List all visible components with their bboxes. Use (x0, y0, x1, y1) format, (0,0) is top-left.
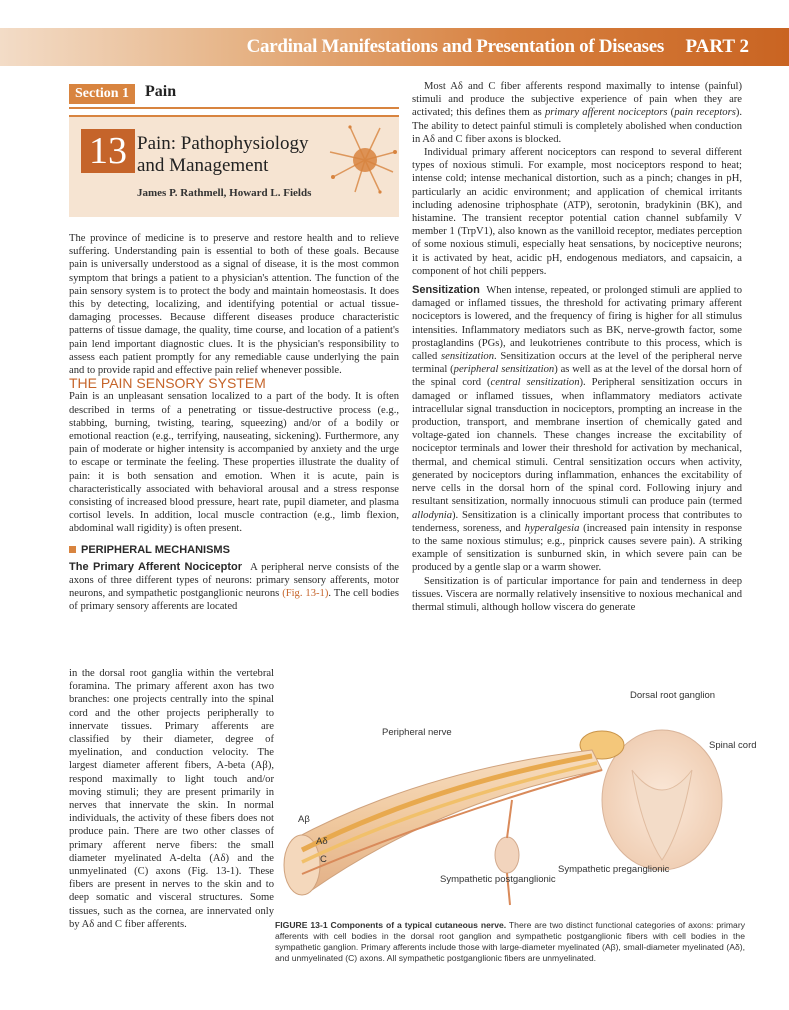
cutaneous-nerve-figure (272, 690, 757, 910)
heading-pain-sensory-system: THE PAIN SENSORY SYSTEM (69, 375, 266, 392)
running-header-part: PART 2 (685, 36, 749, 57)
chapter-number: 13 (81, 129, 135, 173)
sens-text-c: ) as well as at the level of the dorsal horn of the spinal cord ( (412, 364, 742, 389)
sens-emphasis-5: hyperalgesia (524, 522, 580, 534)
section-rule (69, 107, 399, 109)
heading-peripheral-mechanisms (69, 544, 399, 557)
system-paragraph: Pain is an unpleasant sensation localized to a part of the body. It is often described in terms of a penetrating or tissue-destructive process (e.g., stabbing, burning, twisting, tearing, squeezing) and/or of a bodily or emotional reaction (e.g., terrifying, nauseating, sickening). Furthermore, any pain of moderate or higher intensity is accompanied by anxiety and the urge to escape or terminate the feeling. These properties illustrate the duality of pain: it is both sensation and emotion. When it is acute, pain is characteristically associated with behavioral arousal and a stress response consisting of increased blood pressure, heart rate, pupil diameter, and plasma cortisol levels. In addition, local muscle contraction (e.g., limb flexion, abdominal wall rigidity) is often present. (69, 391, 399, 535)
runin-nociceptor: The Primary Afferent Nociceptor (69, 560, 243, 573)
right-p1-emphasis-2: pain receptors (674, 107, 736, 119)
right-paragraph-1 (412, 80, 742, 146)
caption-text: There are two distinct functional categories of axons: primary afferents with cell bodies in the dorsal root ganglion and sympathetic postganglionic fibers with cell bodies in the sympathetic ganglion. Primary afferents include those with large-diameter myelinated (Aβ), small-diameter myelinated (Aδ), and unmyelinated (C) axons. All sympathetic postganglionic fibers are unmyelinated. (275, 920, 745, 963)
chapter-authors: James P. Rathmell, Howard L. Fields (137, 187, 312, 199)
sens-emphasis-1: sensitization (441, 351, 495, 363)
right-p1-text-b: ( (667, 107, 675, 119)
label-dorsal-root: Dorsal root ganglion (630, 690, 716, 701)
right-column (412, 80, 742, 614)
label-abeta: Aβ (298, 814, 310, 825)
nociceptor-text-b: . The cell bodies of primary sensory afferents are located (69, 588, 400, 613)
sensitization-paragraph (412, 284, 742, 574)
sens-text-d: ). Peripheral sensitization occurs in damaged or inflamed tissues, when inflammatory mediators activate intracellular signal transduction in nociceptors, prompting an increase in the production, transport, and membrane insertion of chemically gated and voltage-gated ion channels. These changes increase the excitability of nociceptor terminals and lower their threshold for activation by mechanical, thermal, and chemical stimuli. Central sensitization occurs when activity, generated by nociceptors during inflammation, enhances the excitability of nerve cells in the dorsal horn of the spinal cord. Following injury and resultant sensitization, normally innocuous stimuli can produce pain (termed (412, 377, 742, 508)
right-p1-emphasis: primary afferent nociceptors (544, 107, 668, 119)
right-paragraph-2: Individual primary afferent nociceptors can respond to several different types of noxious stimuli. For example, most nociceptors respond to heat; intense cold; intense mechanical distortion, such as a pinch; changes in pH, particularly an acidic environment; and application of chemical irritants including adenosine triphosphate (ATP), serotonin, bradykinin (BK), and histamine. The transient receptor potential cation channel subfamily V member 1 (TrpV1), also known as the vanilloid receptor, mediates perception of some noxious stimuli, especially heat sensations, by nociceptive neurons; it is activated by heat, acidic pH, endogenous mediators, and capsaicin, a component of hot chili peppers. (412, 147, 742, 277)
label-peripheral-nerve: Peripheral nerve (382, 727, 452, 738)
sens-text-f: (increased pain intensity in response to the same noxious stimulus; e.g., pinprick causes severe pain). A striking example of sensitization is sunburned skin, in which severe pain can be produced by a gentle slap or a warm shower. (412, 522, 742, 574)
label-sympathetic-preganglionic: Sympathetic preganglionic (558, 864, 670, 875)
section-tag: Section 1 (69, 84, 135, 104)
heading-peripheral-text: PERIPHERAL MECHANISMS (81, 543, 230, 556)
left-narrow-column (69, 667, 274, 931)
narrow-paragraph: in the dorsal root ganglia within the vertebral foramina. The primary afferent axon has two branches: one projects centrally into the spinal cord and the other projects peripherally to innervate tissues. Primary afferents are classified by their diameter, degree of myelination, and conduction velocity. The largest diameter afferent fibers, A-beta (Aβ), respond maximally to light touch and/or moving stimuli; they are present primarily in nerves that innervate the skin. In normal individuals, the activity of these fibers does not produce pain. There are two other classes of primary afferent nerve fibers: the small diameter myelinated A-delta (Aδ) and the unmyelinated (C) axons (Fig. 13-1). These fibers are present in nerves to the skin and to deep somatic and visceral structures. Some tissues, such as the cornea, are innervated only by Aδ and C fiber afferents. (69, 668, 274, 930)
figure-caption (275, 920, 745, 964)
intro-paragraph: The province of medicine is to preserve and restore health and to relieve suffering. Understanding pain is essential to both of these goals. Because pain is universally understood as a signal of disease, it is the most common symptom that brings a patient to a physician's attention. The function of the pain sensory system is to protect the body and maintain homeostasis. It does this by detecting, localizing, and identifying potential or actual tissue-damaging processes. Because different diseases produce characteristic patterns of tissue damage, the quality, time course, and location of a patient's pain lend important diagnostic clues. It is the physician's responsibility to assess each patient promptly for any remediable cause underlying the pain and to provide rapid and effective pain relief whenever possible. (69, 233, 399, 377)
ink-splatter-graphic (325, 122, 400, 197)
label-spinal-cord: Spinal cord (709, 740, 757, 751)
left-column (69, 232, 399, 614)
section-name: Pain (145, 83, 177, 100)
sens-emphasis-4: allodynia (412, 509, 453, 521)
figure-reference-link[interactable]: (Fig. 13-1) (282, 588, 329, 600)
peripheral-nerve-shape (292, 750, 602, 890)
sens-text-a: When intense, repeated, or prolonged stimuli are applied to damaged or inflamed tissues, the threshold for activating primary afferent nociceptors is lowered, and the frequency of firing is higher for all stimulus intensities. Inflammatory mediators such as BK, nerve-growth factor, some prostaglandins (PGs), and leukotrienes contribute to this process, which is called (412, 285, 742, 363)
sympathetic-ganglion-shape (495, 837, 519, 873)
label-c: C (320, 854, 327, 865)
sens-emphasis-2: peripheral sensitization (453, 364, 555, 376)
sens-text-b: . Sensitization occurs at the level of the peripheral nerve terminal ( (412, 351, 742, 376)
nociceptor-text-a: A peripheral nerve consists of the axons of three different types of neurons: primary sensory afferents, motor neurons, and sympathetic postganglionic neurons (69, 561, 400, 600)
runin-sensitization: Sensitization (412, 284, 480, 297)
sens-emphasis-3: central sensitization (490, 377, 580, 389)
sensitization-paragraph-2: Sensitization is of particular importance for pain and tenderness in deep tissues. Viscera are normally relatively insensitive to noxious mechanical and thermal stimuli, although hollow viscera do generate (412, 575, 742, 613)
label-sympathetic-postganglionic: Sympathetic postganglionic (440, 874, 556, 885)
right-p1-text-a: Most Aδ and C fiber afferents respond maximally to intense (painful) stimuli and produce the subjective experience of pain when they are activated; this defines them as (412, 81, 742, 119)
caption-label: FIGURE 13-1 Components of a typical cutaneous nerve. (275, 920, 507, 930)
sens-text-e: ). Sensitization is a clinically important process that contributes to tenderness, soreness, and (412, 509, 742, 534)
running-header-title: Cardinal Manifestations and Presentation of Diseases (246, 36, 664, 57)
nociceptor-paragraph (69, 561, 399, 614)
label-adelta: Aδ (316, 836, 328, 847)
chapter-title: Pain: Pathophysiology and Management (137, 133, 309, 176)
heading-square-bullet (69, 546, 76, 553)
right-p1-text-c: ). The ability to detect painful stimuli is completely abolished when conduction in Aδ and C fiber axons is blocked. (412, 107, 743, 145)
